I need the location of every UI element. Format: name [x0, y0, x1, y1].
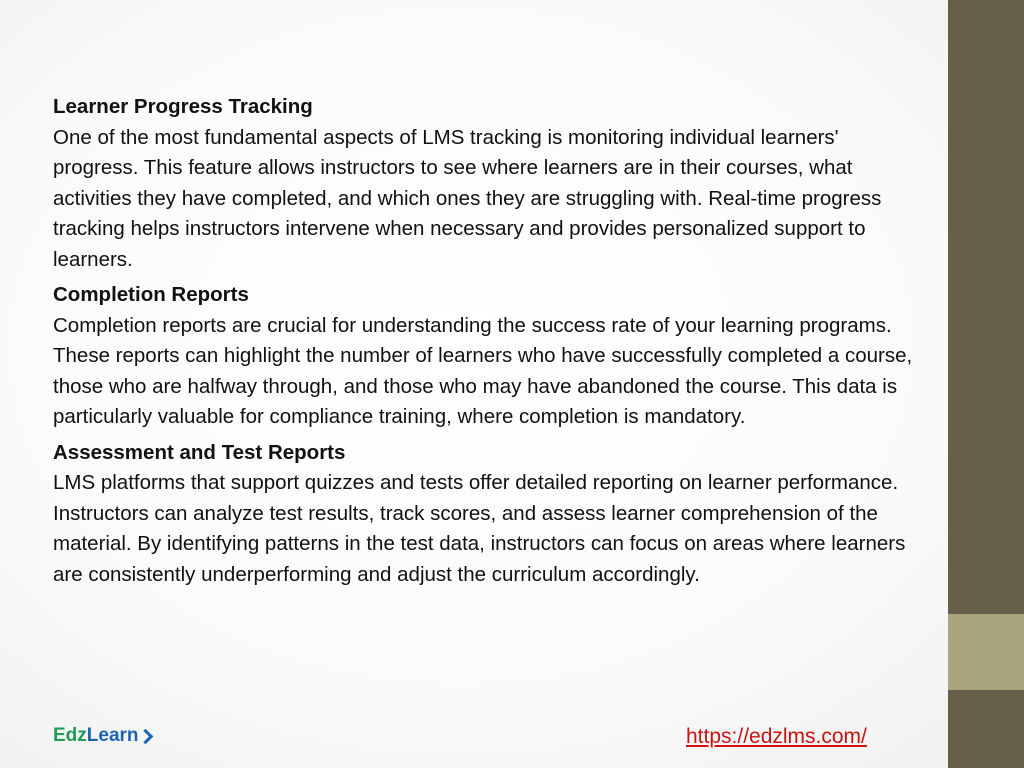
section-body: One of the most fundamental aspects of LMS tracking is monitoring individual learners' progress. This feature allows instructors to see where learners are in their courses, what activities they have completed, and which ones they are struggling with. Real-time progress tracking helps instructors intervene when necessary and provides personalized support to learners.: [53, 125, 882, 271]
slide-content: [53, 92, 923, 595]
section-title: Completion Reports: [53, 283, 249, 306]
edzlearn-logo: [53, 724, 151, 748]
website-link[interactable]: https://edzlms.com/: [686, 725, 867, 748]
section-assessment-reports: [53, 438, 923, 591]
section-body: Completion reports are crucial for understanding the success rate of your learning programs. These reports can highlight the number of learners who have successfully completed a course, those who are halfway through, and those who may have abandoned the course. This data is particularly valuable for compliance training, where completion is mandatory.: [53, 313, 913, 428]
logo-text-edz: Edz: [53, 725, 87, 746]
section-body: LMS platforms that support quizzes and tests offer detailed reporting on learner performance. Instructors can analyze test results, track scores, and assess learner comprehension of the material. By identifying patterns in the test data, instructors can focus on areas where learners are consistently underperforming and adjust the curriculum accordingly.: [53, 471, 906, 586]
logo-text-learn: Learn: [86, 725, 139, 746]
section-learner-progress: [53, 92, 923, 275]
section-title: Learner Progress Tracking: [53, 95, 313, 118]
right-bar-accent-block: [948, 614, 1024, 690]
section-title: Assessment and Test Reports: [53, 440, 346, 464]
chevron-right-icon: [137, 729, 153, 745]
section-completion-reports: [53, 280, 923, 433]
right-decorative-bar: [948, 0, 1024, 768]
